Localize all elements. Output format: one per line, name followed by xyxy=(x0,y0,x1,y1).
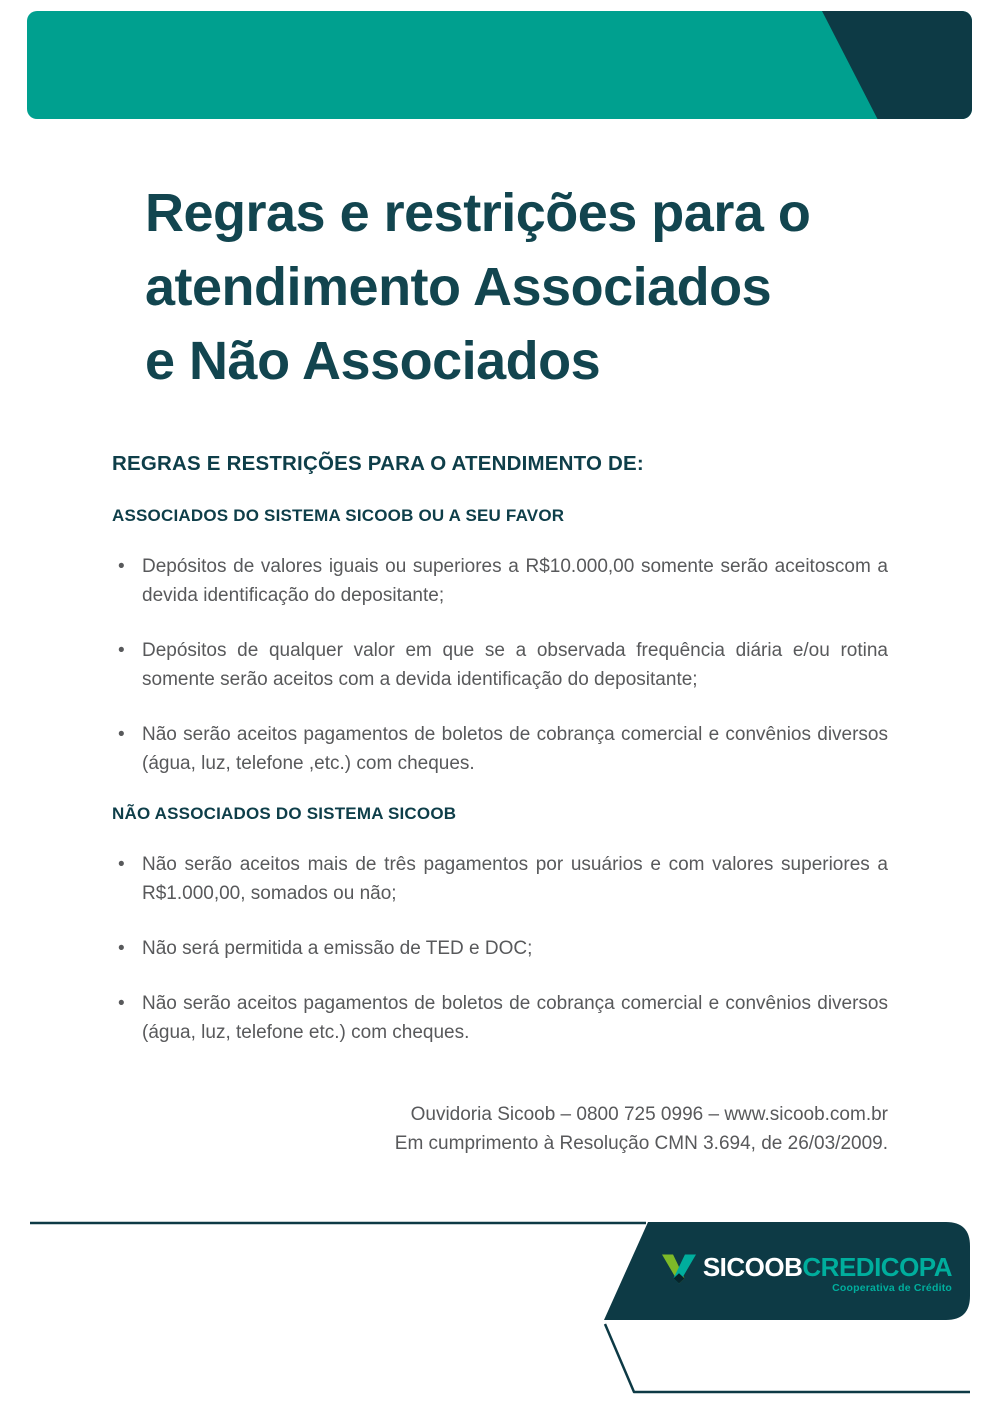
page-title-line-1: Regras e restrições para o xyxy=(145,183,811,243)
banner-accent-shape xyxy=(822,11,972,119)
page-title xyxy=(145,176,905,398)
ouvidoria-line: Ouvidoria Sicoob – 0800 725 0996 – www.sicoob.com.br xyxy=(410,1104,888,1125)
brand-wordmark xyxy=(703,1253,952,1294)
top-banner xyxy=(27,11,972,119)
content-section xyxy=(112,452,888,1073)
footer-bottom-line xyxy=(605,1324,970,1392)
group-heading-associados: ASSOCIADOS DO SISTEMA SICOOB OU A SEU FAVOR xyxy=(112,506,565,525)
list-item: • Não será permitida a emissão de TED e DOC; xyxy=(112,934,888,963)
footer-note xyxy=(112,1100,888,1158)
bullet-list-associados xyxy=(112,552,888,778)
brand-name-primary: SICOOB xyxy=(702,1251,803,1282)
bullet-list-nao-associados xyxy=(112,850,888,1047)
sicoob-logo-icon xyxy=(662,1254,696,1284)
brand-name-secondary: CREDICOPA xyxy=(802,1251,952,1282)
brand-logo xyxy=(600,1244,952,1302)
brand-names xyxy=(703,1253,952,1281)
list-item: • Não serão aceitos pagamentos de boletos de cobrança comercial e convênios diversos (água, luz, telefone etc.) com cheques. xyxy=(112,989,888,1047)
compliance-line: Em cumprimento à Resolução CMN 3.694, de 26/03/2009. xyxy=(394,1133,888,1154)
brand-tagline: Cooperativa de Crédito xyxy=(832,1281,952,1294)
group-heading-nao-associados: NÃO ASSOCIADOS DO SISTEMA SICOOB xyxy=(112,804,457,823)
list-item: • Depósitos de qualquer valor em que se a observada frequência diária e/ou rotina somente serão aceitos com a devida identificação do depositante; xyxy=(112,636,888,694)
list-item: • Depósitos de valores iguais ou superiores a R$10.000,00 somente serão aceitoscom a devida identificação do depositante; xyxy=(112,552,888,610)
page-title-line-2: atendimento Associados xyxy=(145,257,772,317)
list-item: • Não serão aceitos mais de três pagamentos por usuários e com valores superiores a R$1.000,00, somados ou não; xyxy=(112,850,888,908)
page-title-line-3: e Não Associados xyxy=(145,331,601,391)
list-item: • Não serão aceitos pagamentos de boletos de cobrança comercial e convênios diversos (água, luz, telefone ,etc.) com cheques. xyxy=(112,720,888,778)
section-main-heading: REGRAS E RESTRIÇÕES PARA O ATENDIMENTO DE: xyxy=(112,452,644,475)
